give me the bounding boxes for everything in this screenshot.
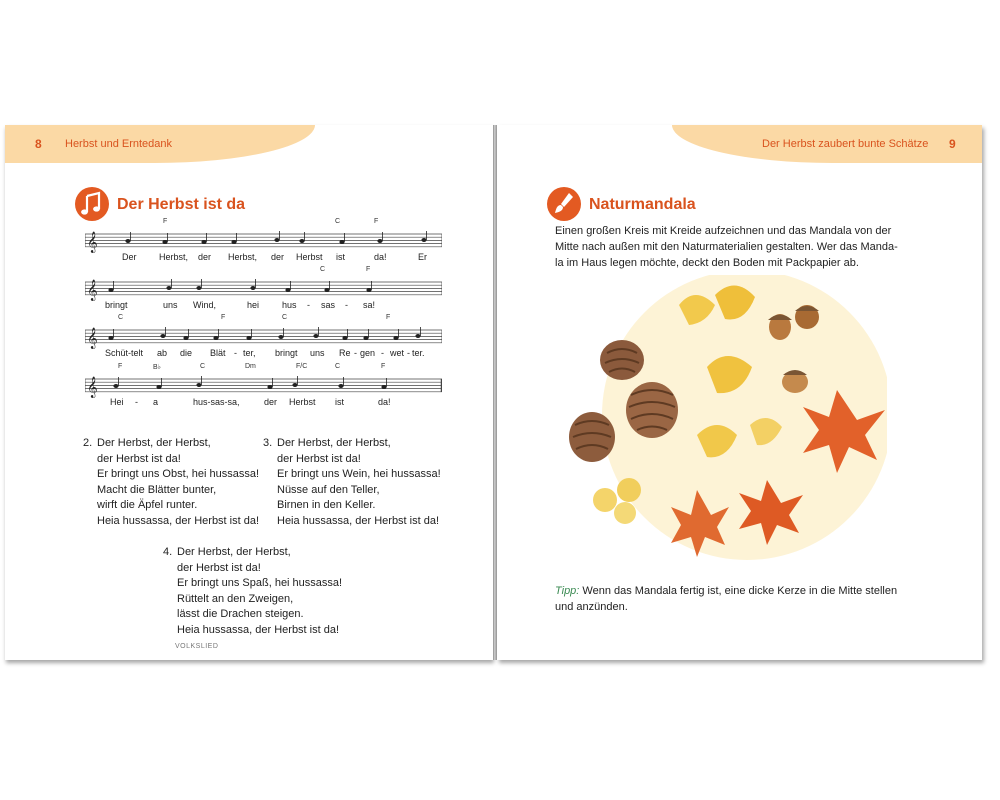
lyric-syllable: der bbox=[198, 252, 212, 262]
lyric-syllable: der bbox=[271, 252, 285, 262]
lyric-syllable: - bbox=[407, 348, 410, 358]
verse-line: der Herbst ist da! bbox=[97, 452, 181, 465]
lyric-syllable: - bbox=[135, 397, 138, 407]
chord-symbol: F bbox=[163, 218, 168, 225]
lyric-syllable: wet bbox=[390, 348, 405, 358]
chord-symbol: F bbox=[374, 218, 379, 225]
chord-symbol: C bbox=[335, 363, 341, 370]
lyric-syllable: uns bbox=[310, 348, 325, 358]
acorn-icon bbox=[782, 370, 808, 393]
chord-symbol: C bbox=[282, 314, 288, 321]
lyric-syllable: Schüt-telt bbox=[105, 348, 144, 358]
song-credit: VOLKSLIED bbox=[175, 643, 219, 650]
tip-line: Wenn das Mandala fertig ist, eine dicke Kerze in die Mitte stellen bbox=[579, 585, 898, 597]
lyric-syllable: ter, bbox=[243, 348, 256, 358]
lyric-syllable: Herbst bbox=[289, 397, 316, 407]
berry-icon bbox=[617, 478, 641, 502]
lyric-syllable: der bbox=[264, 397, 278, 407]
verse-4 bbox=[163, 545, 342, 638]
verse-line: Er bringt uns Obst, hei hussassa! bbox=[97, 468, 260, 480]
lyric-syllable: ist bbox=[336, 252, 345, 262]
lyric-syllable: - bbox=[234, 348, 237, 358]
verse-line: Er bringt uns Wein, hei hussassa! bbox=[277, 468, 441, 480]
chord-symbol: F bbox=[221, 314, 226, 321]
left-page bbox=[5, 125, 493, 660]
lyric-syllable: uns bbox=[163, 300, 178, 310]
chord-symbol: C bbox=[200, 363, 206, 370]
lyric-syllable: - bbox=[307, 300, 310, 310]
right-page bbox=[497, 125, 982, 660]
lyric-syllable: Er bbox=[418, 252, 427, 262]
verse-line: Der Herbst, der Herbst, bbox=[277, 437, 391, 449]
lyric-syllable: hus-sas-sa, bbox=[193, 397, 240, 407]
svg-text:𝄞: 𝄞 bbox=[87, 280, 98, 301]
lyric-syllable: da! bbox=[374, 252, 387, 262]
book-spread bbox=[5, 125, 982, 660]
lyric-syllable: Herbst bbox=[296, 252, 323, 262]
lyric-syllable: da! bbox=[378, 397, 391, 407]
music-note-icon bbox=[75, 187, 109, 221]
instruction-line: la im Haus legen möchte, deckt den Boden mit Packpapier ab. bbox=[555, 257, 859, 269]
chord-symbol: C bbox=[118, 314, 124, 321]
lyric-syllable: bringt bbox=[275, 348, 298, 358]
verse-line: der Herbst ist da! bbox=[277, 452, 361, 465]
lyric-syllable: die bbox=[180, 348, 193, 358]
chord-symbol: C bbox=[320, 266, 326, 273]
verse-line: wirft die Äpfel runter. bbox=[97, 499, 198, 511]
verse-line: Heia hussassa, der Herbst ist da! bbox=[97, 514, 260, 527]
chord-symbol: Dm bbox=[245, 363, 256, 370]
chord-symbol: F bbox=[381, 363, 386, 370]
chord-symbol: F bbox=[386, 314, 391, 321]
verse-line: Macht die Blätter bunter, bbox=[97, 483, 217, 496]
svg-text:𝄞: 𝄞 bbox=[87, 328, 98, 349]
verse-number: 3. bbox=[263, 437, 273, 449]
verse-line: Er bringt uns Spaß, hei hussassa! bbox=[177, 577, 343, 589]
verse-3 bbox=[263, 436, 441, 529]
svg-text:𝄞: 𝄞 bbox=[87, 232, 98, 253]
song-title: Der Herbst ist da bbox=[117, 196, 246, 213]
verse-2 bbox=[83, 436, 259, 529]
lyric-syllable: Der bbox=[122, 252, 137, 262]
verse-line: Heia hussassa, der Herbst ist da! bbox=[277, 514, 440, 527]
verse-number: 2. bbox=[83, 437, 93, 449]
craft-title: Naturmandala bbox=[589, 196, 696, 213]
lyric-syllable: Re bbox=[339, 348, 351, 358]
pine-cone-icon bbox=[600, 340, 644, 380]
pine-cone-icon bbox=[626, 382, 678, 438]
chord-symbol: F bbox=[366, 266, 371, 273]
instruction-line: Mitte nach außen mit den Naturmaterialien gestalten. Wer das Manda- bbox=[555, 241, 898, 253]
lyric-syllable: sa! bbox=[363, 300, 376, 310]
verse-line: Nüsse auf den Teller, bbox=[277, 483, 380, 496]
lyric-syllable: Hei bbox=[110, 397, 124, 407]
paintbrush-icon bbox=[547, 187, 581, 221]
svg-text:𝄞: 𝄞 bbox=[87, 377, 98, 398]
berry-icon bbox=[593, 488, 617, 512]
lyric-syllable: hus bbox=[282, 300, 297, 310]
lyric-syllable: sas bbox=[321, 300, 336, 310]
lyric-syllable: Herbst, bbox=[228, 252, 258, 262]
tip-text bbox=[555, 583, 955, 615]
mandala-illustration bbox=[567, 275, 887, 565]
lyric-syllable: ab bbox=[157, 348, 168, 358]
craft-instructions bbox=[555, 223, 945, 271]
lyric-syllable: hei bbox=[247, 300, 260, 310]
verse-line: lässt die Drachen steigen. bbox=[177, 608, 304, 620]
berry-icon bbox=[614, 502, 636, 524]
lyric-syllable: - bbox=[354, 348, 357, 358]
lyric-syllable: a bbox=[153, 397, 159, 407]
verse-number: 4. bbox=[163, 546, 173, 558]
verse-line: Der Herbst, der Herbst, bbox=[97, 437, 211, 449]
right-page-number: 9 bbox=[949, 137, 956, 151]
pine-cone-icon bbox=[569, 412, 615, 462]
lyric-syllable: ist bbox=[335, 397, 344, 407]
chord-symbol: F bbox=[118, 363, 123, 370]
left-page-number: 8 bbox=[35, 137, 42, 151]
instruction-line: Einen großen Kreis mit Kreide aufzeichnen und das Mandala von der bbox=[555, 225, 892, 237]
verse-line: Birnen in den Keller. bbox=[277, 499, 376, 511]
chord-symbol: B♭ bbox=[153, 364, 161, 371]
verse-line: Rüttelt an den Zweigen, bbox=[177, 592, 294, 605]
lyric-syllable: Blät bbox=[210, 348, 226, 358]
left-running-head: Herbst und Erntedank bbox=[65, 138, 173, 150]
chord-symbol: F/C bbox=[296, 363, 308, 370]
verse-line: der Herbst ist da! bbox=[177, 561, 261, 574]
lyric-syllable: - bbox=[381, 348, 384, 358]
acorn-icon bbox=[795, 305, 819, 329]
lyric-syllable: - bbox=[345, 300, 348, 310]
tip-label: Tipp: bbox=[555, 585, 580, 597]
lyric-syllable: bringt bbox=[105, 300, 128, 310]
lyric-syllable: ter. bbox=[412, 348, 425, 358]
verse-line: Der Herbst, der Herbst, bbox=[177, 546, 291, 558]
verse-line: Heia hussassa, der Herbst ist da! bbox=[177, 623, 340, 636]
chord-symbol: C bbox=[335, 218, 341, 225]
tip-line: und anzünden. bbox=[555, 601, 628, 613]
lyric-syllable: Herbst, bbox=[159, 252, 189, 262]
lyric-syllable: gen bbox=[360, 348, 376, 358]
lyric-syllable: Wind, bbox=[193, 300, 217, 310]
right-running-head: Der Herbst zaubert bunte Schätze bbox=[762, 138, 929, 150]
